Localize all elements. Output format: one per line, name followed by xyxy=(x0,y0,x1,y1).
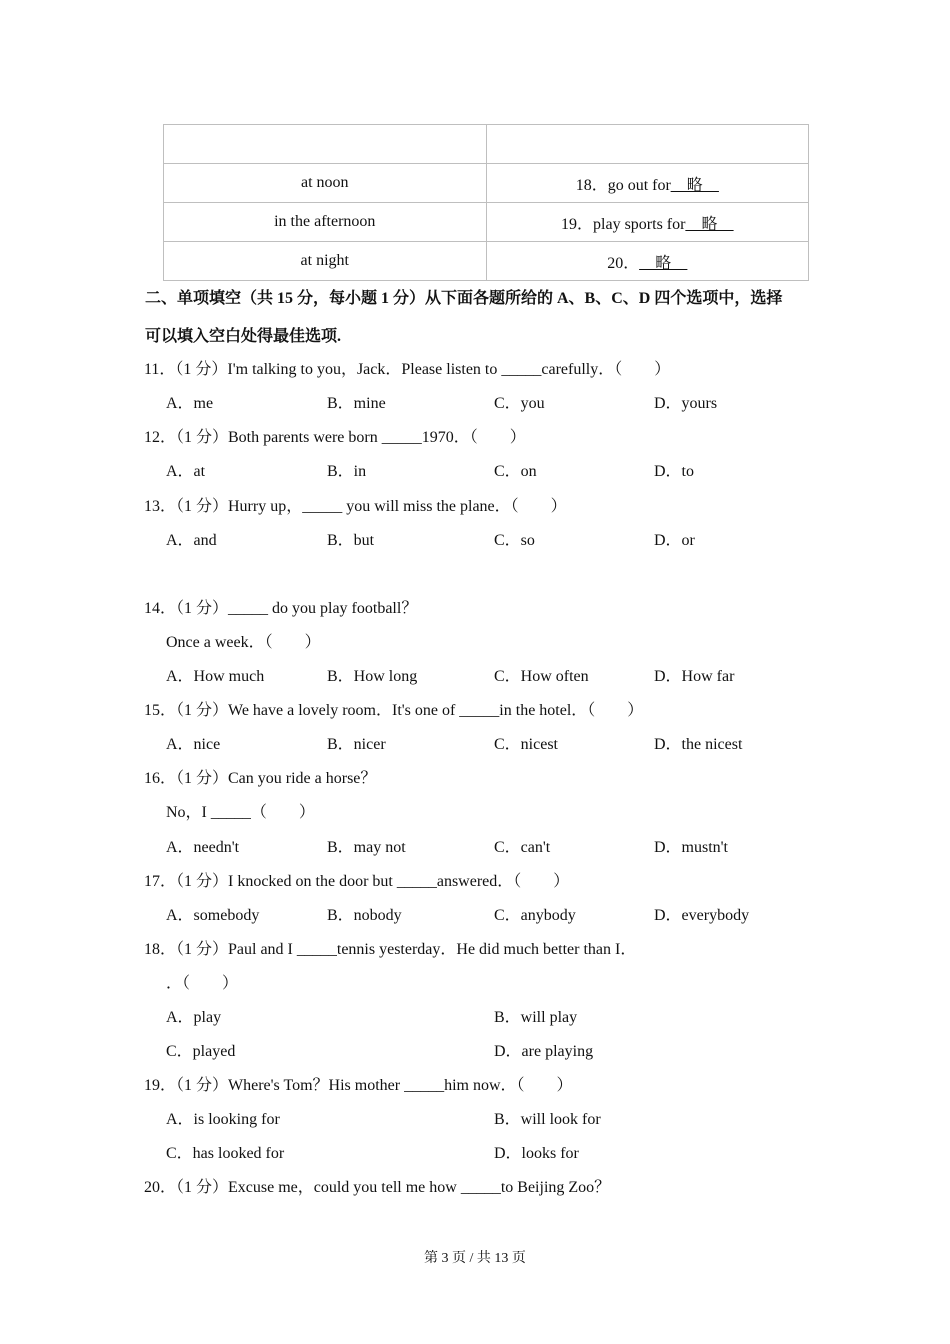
question-sub: Once a week．（ ） xyxy=(166,634,321,651)
cell-prefix: 19．play sports for xyxy=(561,215,686,233)
option-b: B．will look for xyxy=(494,1111,601,1128)
option-c: C．anybody xyxy=(494,907,576,924)
table-row xyxy=(164,242,809,281)
option-d: D．or xyxy=(654,532,695,549)
option-b: B．may not xyxy=(327,839,406,856)
option-d: D．everybody xyxy=(654,907,750,924)
question-stem: 12．（1 分）Both parents were born _____1970．（ ） xyxy=(144,429,526,446)
table-cell xyxy=(486,164,809,203)
table-cell: in the afternoon xyxy=(164,203,487,242)
option-c: C．has looked for xyxy=(166,1145,285,1162)
option-a: A．somebody xyxy=(166,907,260,924)
cell-prefix: 20． xyxy=(607,254,640,272)
answer-blank: __略__ xyxy=(639,254,688,272)
option-b: B．in xyxy=(327,463,367,480)
question-stem: 14．（1 分）_____ do you play football？ xyxy=(144,600,418,617)
table-cell: at night xyxy=(164,242,487,281)
table-cell: at noon xyxy=(164,164,487,203)
question-sub: No，I _____（ ） xyxy=(166,804,315,821)
table-cell xyxy=(164,125,487,164)
option-b: B．How long xyxy=(327,668,418,685)
answer-blank: __略__ xyxy=(685,215,734,233)
option-a: A．nice xyxy=(166,736,221,753)
table-row xyxy=(164,203,809,242)
question-stem: 15．（1 分）We have a lovely room．It's one of _____in the hotel．（ ） xyxy=(144,702,644,719)
question-stem: 19．（1 分）Where's Tom？His mother _____him now．（ ） xyxy=(144,1077,573,1094)
option-a: A．me xyxy=(166,395,214,412)
question-stem: 11．（1 分）I'm talking to you，Jack．Please listen to _____carefully．（ ） xyxy=(144,361,671,378)
question-stem: 13．（1 分）Hurry up，_____ you will miss the plane．（ ） xyxy=(144,498,567,515)
option-a: A．play xyxy=(166,1009,222,1026)
option-c: C．can't xyxy=(494,839,551,856)
question-stem: 18．（1 分）Paul and I _____tennis yesterday．He did much better than I． xyxy=(144,941,637,958)
option-a: A．at xyxy=(166,463,206,480)
option-c: C．nicest xyxy=(494,736,558,753)
option-c: C．on xyxy=(494,463,537,480)
option-a: A．and xyxy=(166,532,217,549)
option-d: D．How far xyxy=(654,668,735,685)
schedule-table xyxy=(163,124,809,281)
option-b: B．nobody xyxy=(327,907,402,924)
option-c: C．How often xyxy=(494,668,589,685)
option-b: B．but xyxy=(327,532,375,549)
option-d: D．are playing xyxy=(494,1043,594,1060)
option-d: D．looks for xyxy=(494,1145,579,1162)
question-stem: 17．（1 分）I knocked on the door but _____answered．（ ） xyxy=(144,873,570,890)
option-d: D．yours xyxy=(654,395,718,412)
option-a: A．How much xyxy=(166,668,265,685)
answer-blank: __略__ xyxy=(670,176,719,194)
option-b: B．will play xyxy=(494,1009,578,1026)
page-footer: 第 3 页 / 共 13 页 xyxy=(424,1251,526,1266)
cell-prefix: 18．go out for xyxy=(575,176,671,194)
option-d: D．the nicest xyxy=(654,736,743,753)
table-row xyxy=(164,164,809,203)
option-c: C．you xyxy=(494,395,545,412)
option-c: C．so xyxy=(494,532,535,549)
option-b: B．mine xyxy=(327,395,386,412)
option-d: D．mustn't xyxy=(654,839,729,856)
option-d: D．to xyxy=(654,463,695,480)
section-heading: 二、单项填空（共 15 分，每小题 1 分）从下面各题所给的 A、B、C、D 四个选项中，选择 xyxy=(145,290,783,307)
question-sub: ．（ ） xyxy=(166,975,239,992)
table-cell xyxy=(486,125,809,164)
table-cell xyxy=(486,203,809,242)
table-row xyxy=(164,125,809,164)
option-c: C．played xyxy=(166,1043,236,1060)
option-a: A．needn't xyxy=(166,839,240,856)
question-stem: 16．（1 分）Can you ride a horse？ xyxy=(144,770,377,787)
section-heading-cont: 可以填入空白处得最佳选项. xyxy=(145,328,342,345)
option-b: B．nicer xyxy=(327,736,386,753)
question-stem: 20．（1 分）Excuse me，could you tell me how _____to Beijing Zoo？ xyxy=(144,1179,611,1196)
option-a: A．is looking for xyxy=(166,1111,280,1128)
table-cell xyxy=(486,242,809,281)
